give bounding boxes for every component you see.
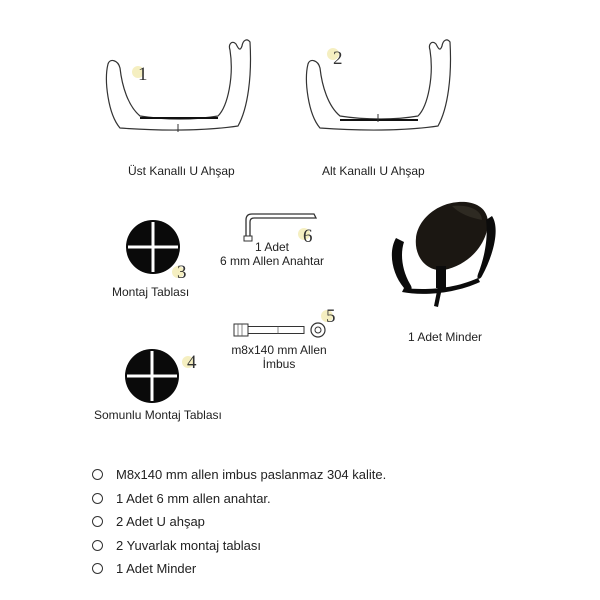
u-wood-bottom-channel-image [300, 36, 460, 146]
part-label-6 [210, 240, 334, 268]
part-4-nut-mounting-plate [123, 347, 181, 405]
list-item-text: 2 Yuvarlak montaj tablası [116, 538, 262, 553]
minder-label: 1 Adet Minder [408, 330, 483, 344]
list-item-text: M8x140 mm allen imbus paslanmaz 304 kalite. [116, 467, 387, 482]
list-item [92, 561, 196, 576]
part-number-5: 5 [326, 306, 336, 327]
u-wood-top-channel-image [100, 36, 260, 146]
part-number-1: 1 [138, 64, 148, 85]
list-item [92, 491, 271, 506]
part-label-6-line1: 1 Adet [254, 240, 290, 254]
part-number-4: 4 [187, 352, 197, 373]
circle-bullet-icon [92, 516, 103, 527]
allen-bolt-image [232, 320, 328, 342]
minder-cushion [382, 194, 506, 312]
part-label-3: Montaj Tablası [112, 285, 190, 299]
part-label-5-line2: İmbus [262, 357, 296, 371]
part-label-2: Alt Kanallı U Ahşap [322, 164, 425, 178]
list-item-text: 1 Adet 6 mm allen anahtar. [116, 491, 271, 506]
circle-bullet-icon [92, 469, 103, 480]
part-2-u-wood [300, 36, 460, 146]
part-label-6-line2: 6 mm Allen Anahtar [219, 254, 325, 268]
part-number-3: 3 [177, 262, 187, 283]
circle-bullet-icon [92, 540, 103, 551]
part-number-6: 6 [303, 226, 313, 247]
part-number-2: 2 [333, 48, 343, 69]
list-item-text: 1 Adet Minder [116, 561, 197, 576]
nut-mounting-plate-image [123, 347, 181, 405]
part-label-1: Üst Kanallı U Ahşap [128, 164, 235, 178]
circle-bullet-icon [92, 493, 103, 504]
minder-cushion-image [382, 194, 506, 312]
part-1-u-wood [100, 36, 260, 146]
part-5-allen-bolt [232, 320, 328, 342]
list-item-text: 2 Adet U ahşap [116, 514, 205, 529]
list-item [92, 467, 386, 482]
circle-bullet-icon [92, 563, 103, 574]
list-item [92, 514, 205, 529]
part-label-5 [226, 343, 332, 371]
part-label-5-line1: m8x140 mm Allen [231, 343, 327, 357]
list-item [92, 538, 261, 553]
part-label-4: Somunlu Montaj Tablası [94, 408, 222, 422]
